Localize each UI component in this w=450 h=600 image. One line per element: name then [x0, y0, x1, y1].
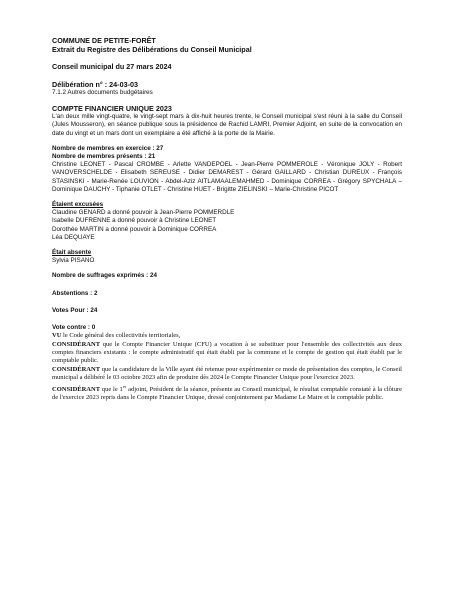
deliberation-extract: [52, 37, 402, 403]
considerant-text: que le Compte Financier Unique (CFU) a vocation à se substituer pour l'ensemble des collectivités aux deux comptes financiers existants : le compte administratif qui était établi par la commune et le compte de gestion qui était établi par le comptable public.: [52, 340, 402, 365]
deliberation-subject: COMPTE FINANCIER UNIQUE 2023: [52, 103, 172, 113]
votes-for: Votes Pour : 24: [52, 306, 98, 314]
vu-clause: [52, 332, 402, 340]
considerant-text: que le 1: [100, 385, 123, 393]
absent-name: Sylvia PISANO: [52, 257, 95, 265]
excused-line: Léa DEQUAYE: [52, 233, 95, 241]
considerant-clause: [52, 341, 402, 366]
session-intro: L'an deux mille vingt-quatre, le vingt-sept mars à dix-huit heures trente, le Conseil municipal s'est réuni à la salle du Conseil (Jules Mousseron), en séance publique sous la présidence de Rachid LAMRI, Premier Adjoint, en suite de la convocation en date du vingt et un mars dont un exemplaire a été affiché à la porte de la Mairie.: [52, 113, 402, 137]
votes-abstentions: Abstentions : 2: [52, 289, 98, 297]
deliberation-category: 7.1.2 Autres documents budgétaires: [52, 89, 153, 97]
votes-expressed: Nombre de suffrages exprimés : 24: [52, 272, 157, 280]
excused-line: Dorothée MARTIN a donné pouvoir à Dominique CORREA: [52, 225, 217, 233]
considerant-clause: [52, 383, 402, 403]
considerant-label: CONSIDÉRANT: [52, 365, 101, 373]
excused-heading: Étaient excusées: [52, 201, 104, 208]
considerant-clause: [52, 366, 402, 383]
deliberation-number: Délibération n° : 24-03-03: [52, 79, 138, 89]
members-in-office-count: Nombre de membres en exercice : 27: [52, 144, 164, 152]
excused-line: Isabelle DUFRENNE a donné pouvoir à Christine LEONET: [52, 217, 217, 225]
ordinal-suffix: er: [122, 383, 127, 389]
excused-line: Claudine GENARD a donné pouvoir à Jean-Pierre POMMERDLE: [52, 209, 235, 217]
commune-name: COMMUNE DE PETITE-FORÊT: [52, 36, 156, 45]
absent-heading: Était absente: [52, 249, 92, 257]
vu-label: VU: [52, 332, 62, 340]
considerant-label: CONSIDÉRANT: [52, 340, 101, 348]
register-extract-title: Extrait du Registre des Délibérations du Conseil Municipal: [52, 44, 252, 54]
vu-text: le Code général des collectivités territoriales,: [61, 332, 181, 340]
considerant-label: CONSIDÉRANT: [52, 385, 101, 393]
members-present-count: Nombre de membres présents : 21: [52, 152, 156, 160]
considerant-text: adjoint, Président de la séance, présente au Conseil municipal, le résultat comptable constaté à la clôture de l'exercice 2023 repris dans le Compte Financier Unique, dressé conjointement par Madame Le Maire et le comptable public.: [52, 385, 402, 402]
members-present-list: Christine LEONET - Pascal CROMBE - Arlette VANDEPOEL - Jean-Pierre POMMEROLE - Véronique JOLY - Robert VANOVERSCHELDE - Elisabeth SEREUSE - Didier DEMAREST - Gérard GAILLARD - Christian DUREUX - François STASINSKI - Marie-Renée LOUVION - Abdel-Aziz AITLAMAALEMAHMED - Dominique CORREA - Grégory SPYCHALA – Dominique DAUCHY - Tiphanie OTLET - Christine HUET - Brigitte ZIELINSKI – Marie-Christine PICOT: [52, 161, 402, 193]
meeting-date: Conseil municipal du 27 mars 2024: [52, 62, 172, 72]
considerant-text: que la candidature de la Ville ayant été retenue pour expérimenter ce mode de présentation des comptes, le Conseil municipal a délibéré le 03 octobre 2023 afin de produire dès 2024 le Compte Financier Unique pour l'exercice 2023.: [52, 365, 402, 382]
votes-against: Vote contre : 0: [52, 324, 96, 332]
